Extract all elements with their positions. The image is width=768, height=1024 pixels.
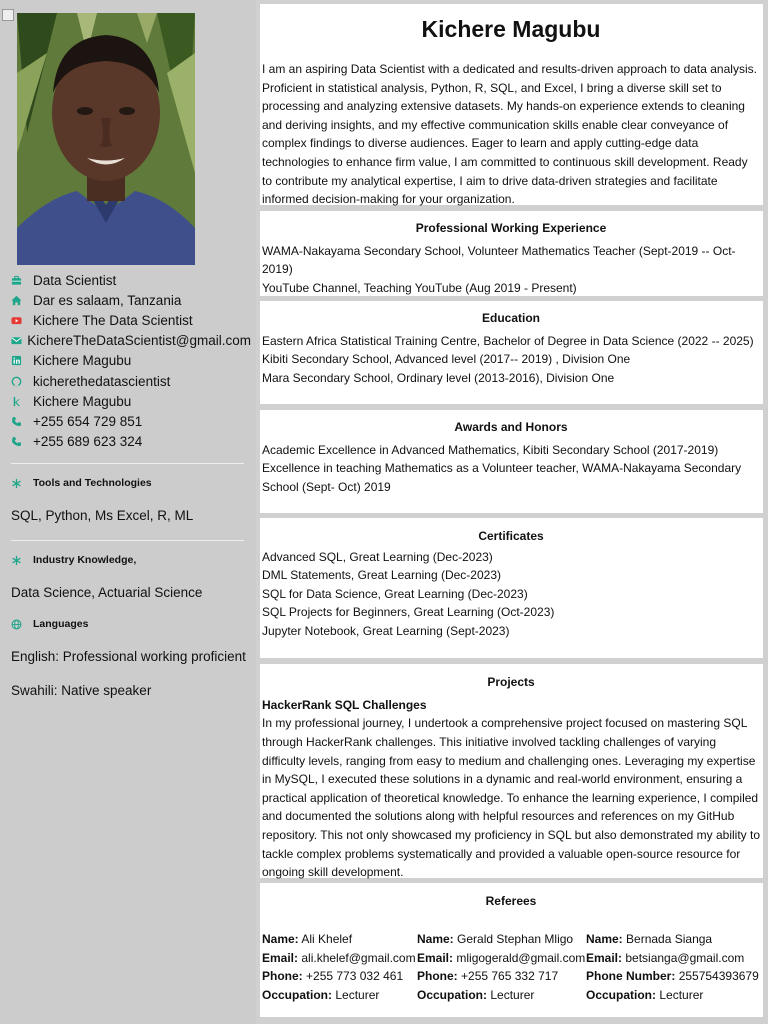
github-icon xyxy=(11,376,33,387)
experience-title: Professional Working Experience xyxy=(415,221,607,235)
referee-label: Name: xyxy=(586,932,623,946)
referee-card xyxy=(417,930,585,1004)
contact-text: Data Scientist xyxy=(33,272,117,288)
contact-text[interactable]: Kichere Magubu xyxy=(33,393,132,409)
project-title: HackerRank SQL Challenges xyxy=(262,698,427,712)
email-icon xyxy=(11,335,27,346)
sidebar-divider xyxy=(11,540,244,541)
contact-text[interactable]: KichereTheDataScientist@gmail.com xyxy=(27,333,251,349)
contact-text[interactable]: Kichere Magubu xyxy=(33,353,132,369)
contact-list xyxy=(11,270,251,452)
education-card xyxy=(260,301,763,404)
industry-heading xyxy=(11,554,136,566)
person-name: Kichere Magubu xyxy=(421,16,601,42)
language-item: English: Professional working proficient xyxy=(11,649,246,664)
referee-occupation: Lecturer xyxy=(659,987,704,1002)
referees-title: Referees xyxy=(485,894,537,908)
certificate-item: Advanced SQL, Great Learning (Dec-2023) xyxy=(262,550,493,564)
linkedin-icon xyxy=(11,355,33,366)
sidebar xyxy=(0,0,256,1024)
referee-card xyxy=(262,930,416,1004)
industry-title: Industry Knowledge, xyxy=(33,554,137,566)
experience-item: WAMA-Nakayama Secondary School, Volunteer Mathematics Teacher (Sept-2019 -- Oct-2019) xyxy=(262,244,736,277)
contact-text[interactable]: kicherethedatascientist xyxy=(33,373,171,389)
summary-text: I am an aspiring Data Scientist with a dedicated and results-driven approach to data analysis. Proficient in statistical analysis, Python, R, SQL, and Excel, I bring a diverse skill set to processing and analyzing extensive datasets. My hands-on experience extends to cleaning and deriving insights, and my effective communication skills enable clear conveyance of complex findings to diverse audiences. Eager to learn and apply cutting-edge data technologies to enhance firm value, I am committed to continuous skill development. Ready to contribute my analytical expertise, I aim to drive data-driven strategies and facilitate informed decision-making for your organization. xyxy=(262,62,757,207)
phone-icon xyxy=(11,416,33,427)
contact-text: Dar es salaam, Tanzania xyxy=(33,292,182,308)
experience-card xyxy=(260,211,763,296)
referee-label: Email: xyxy=(586,950,623,965)
awards-card xyxy=(260,410,763,513)
kaggle-icon xyxy=(11,396,33,407)
referee-label: Occupation: xyxy=(262,987,333,1002)
tools-heading xyxy=(11,477,152,489)
language-item: Swahili: Native speaker xyxy=(11,683,152,698)
industry-text: Data Science, Actuarial Science xyxy=(11,585,203,600)
referee-email[interactable]: ali.khelef@gmail.com xyxy=(301,950,416,965)
sidebar-divider xyxy=(11,463,244,464)
profile-photo xyxy=(17,13,195,265)
contact-item-github[interactable] xyxy=(11,371,251,391)
briefcase-icon xyxy=(11,275,33,286)
globe-icon xyxy=(11,619,33,630)
referee-label: Name: xyxy=(417,932,454,946)
tools-title: Tools and Technologies xyxy=(33,477,152,489)
contact-item-phone[interactable] xyxy=(11,432,251,452)
header-card xyxy=(260,4,763,205)
referee-name: Bernada Sianga xyxy=(626,932,713,946)
projects-card xyxy=(260,664,763,878)
referee-label: Phone: xyxy=(262,969,303,984)
tools-text: SQL, Python, Ms Excel, R, ML xyxy=(11,508,194,523)
certificate-item: Jupyter Notebook, Great Learning (Sept-2023) xyxy=(262,623,510,638)
home-icon xyxy=(11,295,33,306)
project-description: In my professional journey, I undertook a comprehensive project focused on mastering SQL through HackerRank challenges. This initiative involved tackling challenges of varying difficulty levels, ranging from easy to medium and challenging ones. Leveraging my expertise in MySQL, I executed these solutions in a dynamic and real-world environment, ensuring a practical application of theoretical knowledge. To enhance the learning experience, I compiled and documented the solutions along with helpful resources and references on my GitHub repository. This not only showcased my proficiency in SQL but also demonstrated my ability to tackle complex problems systematically and provided a valuable open-source resource for ongoing skill development. xyxy=(262,716,761,880)
certificates-title: Certificates xyxy=(478,529,544,543)
education-item: Eastern Africa Statistical Training Centre, Bachelor of Degree in Data Science (2022 -- 2025) xyxy=(262,334,754,348)
broken-image-icon xyxy=(2,9,14,21)
referee-phone: +255 765 332 717 xyxy=(461,969,559,984)
referee-phone: +255 773 032 461 xyxy=(306,969,404,984)
referee-label: Name: xyxy=(262,932,299,946)
awards-title: Awards and Honors xyxy=(454,420,568,434)
award-item: Excellence in teaching Mathematics as a Volunteer teacher, WAMA-Nakayama Secondary School (Sept- Oct) 2019 xyxy=(262,461,742,494)
certificate-item: DML Statements, Great Learning (Dec-2023) xyxy=(262,568,501,583)
referee-email[interactable]: betsianga@gmail.com xyxy=(625,950,745,965)
referee-name: Gerald Stephan Mligo xyxy=(457,932,574,946)
referee-label: Phone Number: xyxy=(586,969,676,984)
referee-label: Occupation: xyxy=(586,987,657,1002)
contact-item-email[interactable] xyxy=(11,331,251,351)
youtube-icon xyxy=(11,315,33,326)
experience-item: YouTube Channel, Teaching YouTube (Aug 2019 - Present) xyxy=(262,280,577,295)
referee-label: Occupation: xyxy=(417,987,488,1002)
award-item: Academic Excellence in Advanced Mathematics, Kibiti Secondary School (2017-2019) xyxy=(262,443,719,457)
education-item: Kibiti Secondary School, Advanced level (2017-- 2019) , Division One xyxy=(262,352,631,367)
contact-item-kaggle[interactable] xyxy=(11,391,251,411)
contact-text[interactable]: Kichere The Data Scientist xyxy=(33,312,193,328)
education-item: Mara Secondary School, Ordinary level (2013-2016), Division One xyxy=(262,370,615,385)
referee-occupation: Lecturer xyxy=(490,987,535,1002)
referee-occupation: Lecturer xyxy=(335,987,380,1002)
contact-item-linkedin[interactable] xyxy=(11,351,251,371)
asterisk-icon xyxy=(11,555,33,566)
languages-title: Languages xyxy=(33,618,89,630)
languages-heading xyxy=(11,618,88,630)
referee-phone: 255754393679 xyxy=(678,969,759,984)
referee-email[interactable]: mligogerald@gmail.com xyxy=(456,950,586,965)
asterisk-icon xyxy=(11,478,33,489)
contact-text[interactable]: +255 654 729 851 xyxy=(33,413,143,429)
referee-label: Email: xyxy=(262,950,299,965)
contact-item-phone[interactable] xyxy=(11,411,251,431)
contact-item-youtube[interactable] xyxy=(11,310,251,330)
referee-label: Email: xyxy=(417,950,454,965)
referee-name: Ali Khelef xyxy=(301,932,353,946)
phone-icon xyxy=(11,436,33,447)
certificates-card xyxy=(260,518,763,658)
referees-card xyxy=(260,883,763,1017)
projects-title: Projects xyxy=(487,675,535,689)
main-content xyxy=(256,0,768,1024)
certificate-item: SQL for Data Science, Great Learning (Dec-2023) xyxy=(262,586,528,601)
certificate-item: SQL Projects for Beginners, Great Learning (Oct-2023) xyxy=(262,605,555,620)
education-title: Education xyxy=(481,311,540,325)
contact-item-role xyxy=(11,270,251,290)
referee-label: Phone: xyxy=(417,969,458,984)
referee-card xyxy=(586,930,759,1004)
contact-item-location xyxy=(11,290,251,310)
contact-text[interactable]: +255 689 623 324 xyxy=(33,434,143,450)
